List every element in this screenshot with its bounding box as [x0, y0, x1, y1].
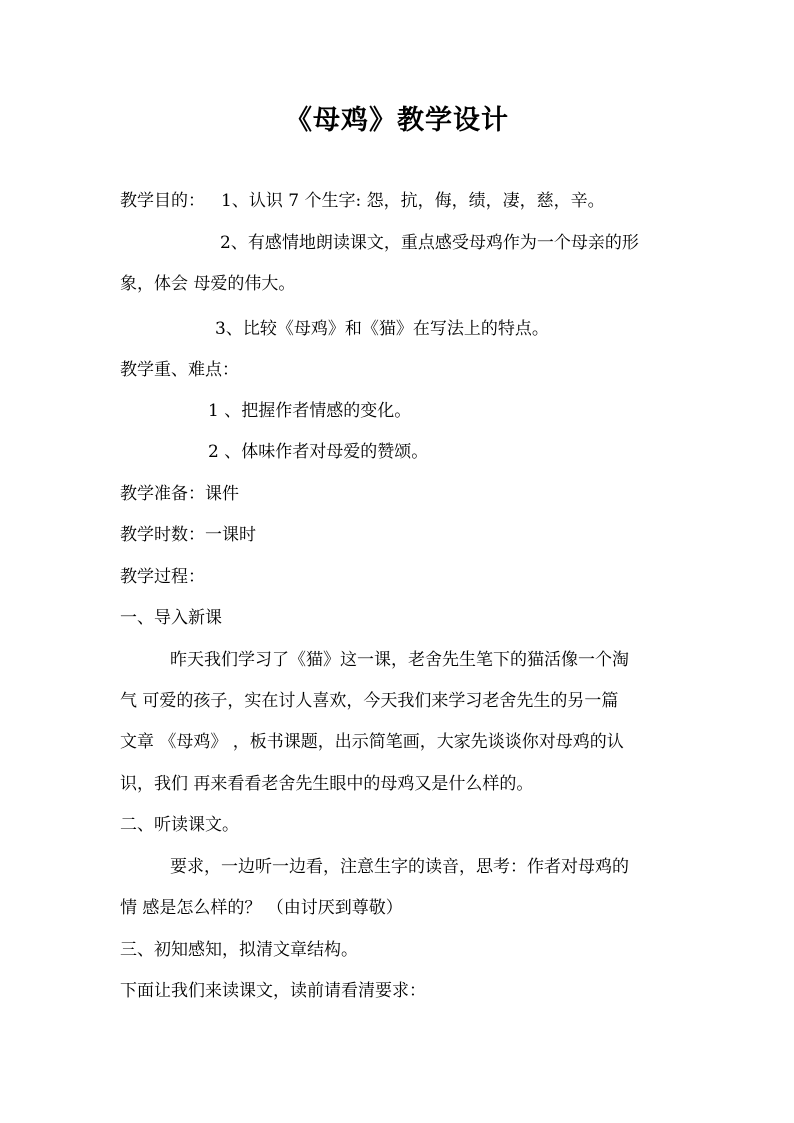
section-3-heading: 三、初知感知，拟清文章结构。: [120, 940, 358, 960]
section-1-paragraph-line-4: 识，我们 再来看看老舍先生眼中的母鸡又是什么样的。: [120, 774, 534, 794]
duration-line: 教学时数：一课时: [120, 525, 256, 545]
section-1-paragraph-line-3: 文章 《母鸡》 ，板书课题，出示简笔画，大家先谈谈你对母鸡的认: [120, 732, 624, 752]
preparation-line: 教学准备：课件: [120, 484, 239, 504]
key-point-item-2: 2 、体味作者对母爱的赞颂。: [208, 442, 429, 462]
section-2-paragraph-line-2: 情 感是怎么样的？ （由讨厌到尊敬）: [120, 898, 403, 918]
document-title: 《母鸡》教学设计: [285, 105, 509, 136]
section-1-paragraph-line-2: 气 可爱的孩子，实在讨人喜欢，今天我们来学习老舍先生的另一篇: [120, 691, 619, 711]
goal-item-2-line-1: 2、有感情地朗读课文，重点感受母鸡作为一个母亲的形: [220, 233, 639, 253]
section-2-heading: 二、听读课文。: [120, 815, 239, 835]
process-label: 教学过程：: [120, 567, 205, 587]
section-3-paragraph-line-1: 下面让我们来读课文，读前请看清要求：: [120, 981, 426, 1001]
goal-item-3: 3、比较《母鸡》和《猫》在写法上的特点。: [215, 319, 549, 339]
section-1-heading: 一、导入新课: [120, 608, 222, 628]
goal-item-1: 1、认识 7 个生字: 怨，抗，侮，绩，凄，慈，辛。: [221, 191, 605, 211]
goal-item-2-line-2: 象，体会 母爱的伟大。: [120, 274, 296, 294]
goals-label: 教学目的：: [120, 191, 205, 211]
key-point-item-1: 1 、把握作者情感的变化。: [208, 401, 412, 421]
key-points-label: 教学重、难点：: [120, 360, 239, 380]
section-2-paragraph-line-1: 要求，一边听一边看，注意生字的读音，思考：作者对母鸡的: [170, 857, 629, 877]
section-1-paragraph-line-1: 昨天我们学习了《猫》这一课，老舍先生笔下的猫活像一个淘: [170, 650, 629, 670]
